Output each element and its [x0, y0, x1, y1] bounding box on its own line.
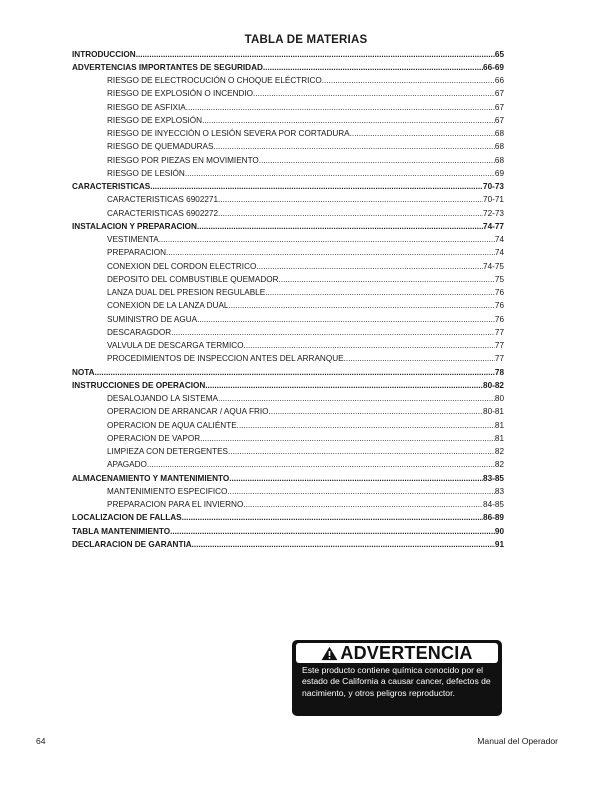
toc-subsection-row: [72, 352, 504, 365]
toc-subsection-row: [72, 432, 504, 445]
toc-label: PROCEDIMIENTOS DE INSPECCION ANTES DEL ARRANQUE: [107, 354, 344, 364]
toc-leader-dots: [170, 525, 495, 538]
toc-label: CARACTERISTICAS: [72, 182, 151, 191]
toc-leader-dots: [227, 485, 494, 498]
toc-label: INSTALACION Y PREPARACION: [72, 221, 197, 231]
toc-label: INTRODUCCION: [72, 49, 136, 59]
toc-leader-dots: [95, 366, 495, 379]
toc-label: TABLA MANTENIMIENTO: [72, 526, 171, 536]
toc-page: 69: [494, 168, 504, 178]
toc-page: 76: [494, 288, 504, 297]
toc-label: NOTA: [72, 367, 95, 377]
toc-page: 82: [494, 447, 504, 456]
toc-leader-dots: [322, 74, 495, 87]
toc-page: 78: [494, 367, 504, 377]
toc-subsection-row: [72, 313, 504, 326]
toc-subsection-row: [72, 445, 504, 458]
toc-page: 80-81: [483, 407, 504, 417]
toc-label: APAGADO: [107, 460, 147, 470]
toc-leader-dots: [213, 140, 494, 153]
toc-subsection-row: [72, 233, 504, 246]
toc-page: 80: [494, 394, 504, 403]
toc-leader-dots: [237, 419, 495, 432]
toc-page: 81: [494, 433, 504, 443]
toc-page: 67: [494, 89, 504, 99]
toc-label: PREPARACION PARA EL INVIERNO: [107, 500, 244, 509]
toc-leader-dots: [166, 246, 495, 259]
toc-page: 80-82: [483, 380, 504, 390]
warning-text: Este producto contiene química conocido por el estado de California a causar cancer, defectos de nacimiento, y otros peligros reproductor.: [302, 665, 491, 698]
toc-leader-dots: [205, 379, 483, 392]
toc-leader-dots: [269, 405, 484, 418]
toc-leader-dots: [200, 432, 495, 445]
toc-leader-dots: [256, 260, 483, 273]
toc-leader-dots: [186, 101, 495, 114]
toc-subsection-row: [72, 101, 504, 114]
toc-page: 68: [494, 129, 504, 138]
toc-label: OPERACION DE VAPOR: [107, 433, 201, 443]
toc-leader-dots: [192, 538, 495, 551]
toc-label: CONEXION DEL CORDON ELECTRICO: [107, 261, 257, 271]
toc-section-row: [72, 48, 504, 61]
toc-subsection-row: [72, 246, 504, 259]
manual-name: Manual del Operador: [477, 736, 558, 746]
toc-subsection-row: [72, 260, 504, 273]
toc-label: DECLARACION DE GARANTIA: [72, 539, 192, 549]
toc-leader-dots: [229, 472, 483, 485]
toc-leader-dots: [259, 154, 495, 167]
toc-leader-dots: [218, 392, 495, 405]
toc-subsection-row: [72, 458, 504, 471]
warning-title: ADVERTENCIA: [340, 642, 473, 663]
toc-label: DEPOSITO DEL COMBUSTIBLE QUEMADOR: [107, 274, 279, 284]
toc-subsection-row: [72, 114, 504, 127]
toc-label: RIESGO DE INYECCIÓN O LESIÓN SEVERA POR CORTADURA: [107, 129, 350, 138]
toc-page: 77: [494, 341, 504, 350]
toc-page: 68: [494, 155, 504, 165]
toc-section-row: [72, 525, 504, 538]
toc-label: VALVULA DE DESCARGA TERMICO: [107, 341, 244, 350]
toc-label: CONEXION DE LA LANZA DUAL: [107, 301, 229, 311]
toc-leader-dots: [202, 114, 495, 127]
toc-leader-dots: [218, 207, 483, 220]
toc-leader-dots: [265, 286, 495, 299]
toc-leader-dots: [197, 220, 483, 233]
toc-leader-dots: [197, 313, 495, 326]
toc-subsection-row: [72, 207, 504, 220]
page-title: TABLA DE MATERIAS: [244, 34, 368, 46]
toc-label: CARACTERISTICAS 6902272: [107, 208, 219, 218]
toc-page: 86-89: [483, 513, 504, 523]
toc-subsection-row: [72, 405, 504, 418]
toc-subsection-row: [72, 485, 504, 498]
toc-label: RIESGO DE EXPLOSIÓN O INCENDIO: [107, 89, 254, 99]
toc-page: 75: [494, 274, 504, 284]
toc-page: 91: [494, 539, 504, 549]
warning-triangle-icon: [321, 646, 338, 661]
toc-leader-dots: [279, 273, 495, 286]
toc-label: DESCARAGDOR: [107, 327, 172, 337]
toc-subsection-row: [72, 193, 504, 206]
toc-label: VESTIMENTA: [107, 235, 159, 244]
toc-subsection-row: [72, 419, 504, 432]
table-of-contents: [72, 48, 504, 552]
toc-page: 66-69: [483, 62, 504, 72]
toc-label: LOCALIZACION DE FALLAS: [72, 513, 182, 523]
toc-page: 65: [494, 49, 504, 59]
toc-page: 72-73: [483, 208, 504, 218]
warning-box: [292, 640, 502, 716]
toc-leader-dots: [243, 498, 483, 511]
toc-subsection-row: [72, 273, 504, 286]
toc-leader-dots: [344, 352, 495, 365]
toc-page: 77: [494, 354, 504, 364]
toc-page: 76: [494, 314, 504, 324]
toc-label: MANTENIMIENTO ESPECIFICO: [107, 486, 228, 496]
toc-leader-dots: [263, 61, 483, 74]
toc-page: 74-77: [483, 221, 504, 231]
toc-page: 84-85: [483, 500, 504, 509]
toc-subsection-row: [72, 140, 504, 153]
toc-section-row: [72, 61, 504, 74]
toc-section-row: [72, 180, 504, 193]
toc-page: 83-85: [483, 473, 504, 483]
toc-page: 77: [494, 327, 504, 337]
toc-subsection-row: [72, 167, 504, 180]
toc-subsection-row: [72, 127, 504, 140]
toc-label: OPERACION DE ARRANCAR / AQUA FRIO: [107, 407, 269, 417]
toc-section-row: [72, 472, 504, 485]
toc-page: 68: [494, 142, 504, 152]
toc-page: 74: [494, 235, 504, 244]
toc-section-row: [72, 511, 504, 524]
toc-label: RIESGO POR PIEZAS EN MOVIMIENTO: [107, 155, 259, 165]
toc-page: 74-75: [483, 261, 504, 271]
toc-label: PREPARACION: [107, 248, 166, 258]
toc-section-row: [72, 366, 504, 379]
toc-subsection-row: [72, 286, 504, 299]
toc-page: 83: [494, 486, 504, 496]
toc-leader-dots: [136, 48, 495, 61]
toc-subsection-row: [72, 326, 504, 339]
toc-leader-dots: [182, 511, 483, 524]
toc-page: 76: [494, 301, 504, 311]
toc-page: 70-71: [483, 195, 504, 205]
toc-leader-dots: [218, 193, 483, 206]
toc-label: DESALOJANDO LA SISTEMA: [107, 394, 219, 403]
toc-leader-dots: [253, 87, 495, 100]
toc-label: SUMINISTRO DE AGUA: [107, 314, 198, 324]
toc-label: ADVERTENCIAS IMPORTANTES DE SEGURIDAD: [72, 62, 263, 72]
toc-leader-dots: [171, 326, 495, 339]
toc-leader-dots: [244, 339, 495, 352]
toc-label: RIESGO DE EXPLOSIÓN: [107, 115, 203, 125]
toc-label: ALMACENAMIENTO Y MANTENIMIENTO: [72, 473, 230, 483]
toc-label: CARACTERISTICAS 6902271: [107, 195, 219, 205]
toc-page: 90: [494, 526, 504, 536]
toc-label: RIESGO DE ASFIXIA: [107, 102, 186, 112]
toc-section-row: [72, 220, 504, 233]
warning-header: [296, 643, 498, 663]
toc-page: 81: [494, 420, 504, 430]
toc-label: RIESGO DE ELECTROCUCIÓN O CHOQUE ELÉCTRICO: [107, 76, 322, 85]
toc-leader-dots: [150, 180, 483, 193]
toc-label: LIMPIEZA CON DETERGENTES: [107, 447, 229, 456]
toc-subsection-row: [72, 87, 504, 100]
toc-label: LANZA DUAL DEL PRESION REGULABLE: [107, 288, 266, 297]
toc-page: 74: [494, 248, 504, 258]
toc-subsection-row: [72, 299, 504, 312]
toc-label: RIESGO DE QUEMADURAS: [107, 142, 214, 152]
toc-section-row: [72, 379, 504, 392]
toc-leader-dots: [159, 233, 495, 246]
toc-subsection-row: [72, 339, 504, 352]
toc-subsection-row: [72, 74, 504, 87]
toc-label: OPERACION DE AQUA CALIÉNTE: [107, 420, 237, 430]
toc-page: 82: [494, 460, 504, 470]
page-number: 64: [36, 736, 46, 746]
toc-label: INSTRUCCIONES DE OPERACION: [72, 380, 206, 390]
toc-page: 67: [494, 102, 504, 112]
toc-subsection-row: [72, 154, 504, 167]
toc-page: 70-73: [483, 182, 504, 191]
toc-section-row: [72, 538, 504, 551]
toc-subsection-row: [72, 498, 504, 511]
toc-leader-dots: [350, 127, 495, 140]
toc-subsection-row: [72, 392, 504, 405]
toc-label: RIESGO DE LESIÓN: [107, 168, 185, 178]
toc-leader-dots: [228, 445, 495, 458]
toc-leader-dots: [228, 299, 494, 312]
toc-page: 67: [494, 115, 504, 125]
toc-leader-dots: [185, 167, 495, 180]
toc-leader-dots: [147, 458, 495, 471]
toc-page: 66: [494, 76, 504, 85]
